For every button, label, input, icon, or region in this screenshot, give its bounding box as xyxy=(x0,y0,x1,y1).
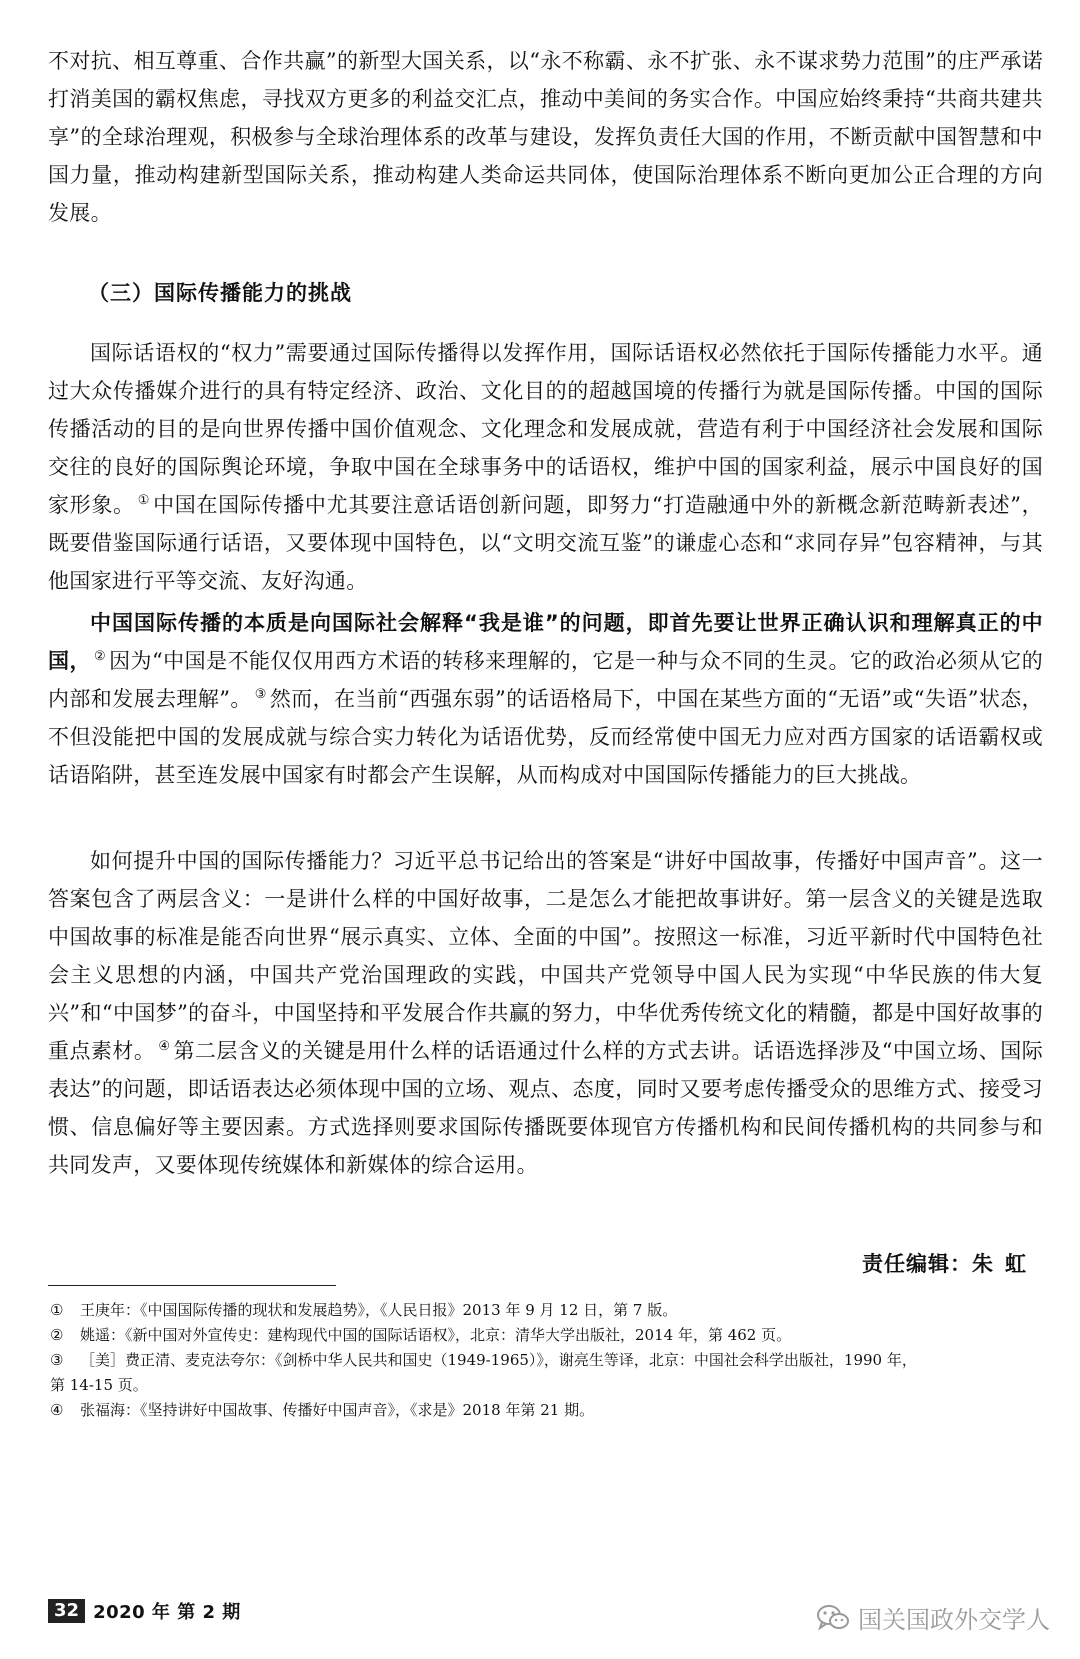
paragraph-2-text-b: 中国在国际传播中尤其要注意话语创新问题，即努力“打造融通中外的新概念新范畴新表述”，既要借鉴国际通行话语，又要体现中国特色，以“文明交流互鉴”的谦虚心态和“求同存异”包容精神，与其他国家进行平等交流、友好沟通。 xyxy=(48,493,1043,593)
footnote-4-mark: ④ xyxy=(50,1401,64,1419)
page-number: 32 xyxy=(48,1599,85,1623)
paragraph-3-bold-text: 中国国际传播的本质是向国际社会解释“我是谁”的问题，即首先要让世界正确认识和理解真正的中国， xyxy=(48,611,1043,673)
paragraph-4 xyxy=(48,842,1043,1184)
footnote-2-text: 姚遥：《新中国对外宣传史：建构现代中国的国际话语权》，北京：清华大学出版社，2014 年，第 462 页。 xyxy=(80,1326,792,1344)
footnote-3-text: ［美］费正清、麦克法夸尔：《剑桥中华人民共和国史（1949-1965）》，谢亮生等译，北京：中国社会科学出版社，1990 年， xyxy=(80,1351,917,1369)
paragraph-3 xyxy=(48,604,1043,794)
footnote-3-mark: ③ xyxy=(50,1351,64,1369)
watermark xyxy=(816,1600,1050,1635)
footnote-2-mark: ② xyxy=(50,1326,64,1344)
responsible-editor xyxy=(862,1248,1038,1278)
paragraph-4-text-a: 如何提升中国的国际传播能力？习近平总书记给出的答案是“讲好中国故事，传播好中国声音”。这一答案包含了两层含义：一是讲什么样的中国好故事，二是怎么才能把故事讲好。第一层含义的关键是选取中国故事的标准是能否向世界“展示真实、立体、全面的中国”。按照这一标准，习近平新时代中国特色社会主义思想的内涵，中国共产党治国理政的实践，中国共产党领导中国人民为实现“中华民族的伟大复兴”和“中国梦”的奋斗，中国坚持和平发展合作共赢的努力，中华优秀传统文化的精髓，都是中国好故事的重点素材。 xyxy=(48,849,1043,1063)
paragraph-1 xyxy=(48,42,1043,232)
paragraph-2-text-a: 国际话语权的“权力”需要通过国际传播得以发挥作用，国际话语权必然依托于国际传播能力水平。通过大众传播媒介进行的具有特定经济、政治、文化目的的超越国境的传播行为就是国际传播。中国的国际传播活动的目的是向世界传播中国价值观念、文化理念和发展成就，营造有利于中国经济社会发展和国际交往的良好的国际舆论环境，争取中国在全球事务中的话语权，维护中国的国家利益，展示中国良好的国家形象。 xyxy=(48,341,1043,517)
footnote-divider xyxy=(48,1285,336,1286)
paragraph-2 xyxy=(48,334,1043,600)
issue-label: 2020 年 第 2 期 xyxy=(93,1602,241,1623)
footnote-list xyxy=(50,1298,1040,1423)
editor-name: 朱虹 xyxy=(972,1252,1038,1276)
footnote-2 xyxy=(50,1323,1040,1348)
paragraph-1-text: 不对抗、相互尊重、合作共赢”的新型大国关系，以“永不称霸、永不扩张、永不谋求势力范围”的庄严承诺打消美国的霸权焦虑，寻找双方更多的利益交汇点，推动中美间的务实合作。中国应始终秉持“共商共建共享”的全球治理观，积极参与全球治理体系的改革与建设，发挥负责任大国的作用，不断贡献中国智慧和中国力量，推动构建新型国际关系，推动构建人类命运共同体，使国际治理体系不断向更加公正合理的方向发展。 xyxy=(48,49,1043,225)
footnote-3 xyxy=(50,1348,1040,1398)
footnote-1-mark: ① xyxy=(50,1301,64,1319)
footnote-4-text: 张福海：《坚持讲好中国故事、传播好中国声音》，《求是》2018 年第 21 期。 xyxy=(80,1401,595,1419)
paragraph-3-text-c: 然而，在当前“西强东弱”的话语格局下，中国在某些方面的“无语”或“失语”状态，不但没能把中国的发展成就与综合实力转化为话语优势，反而经常使中国无力应对西方国家的话语霸权或话语陷阱，甚至连发展中国家有时都会产生误解，从而构成对中国国际传播能力的巨大挑战。 xyxy=(48,687,1043,787)
footnote-ref-3[interactable]: ③ xyxy=(254,687,267,702)
editor-label: 责任编辑： xyxy=(862,1252,972,1276)
footnote-4 xyxy=(50,1398,1040,1423)
footnote-1 xyxy=(50,1298,1040,1323)
paragraph-4-text-b: 第二层含义的关键是用什么样的话语通过什么样的方式去讲。话语选择涉及“中国立场、国际表达”的问题，即话语表达必须体现中国的立场、观点、态度，同时又要考虑传播受众的思维方式、接受习惯、信息偏好等主要因素。方式选择则要求国际传播既要体现官方传播机构和民间传播机构的共同参与和共同发声，又要体现传统媒体和新媒体的综合运用。 xyxy=(48,1039,1043,1177)
footnote-1-text: 王庚年：《中国国际传播的现状和发展趋势》，《人民日报》2013 年 9 月 12 日，第 7 版。 xyxy=(80,1301,678,1319)
section-heading: （三）国际传播能力的挑战 xyxy=(88,281,352,305)
wechat-icon xyxy=(816,1604,850,1632)
footnote-ref-2[interactable]: ② xyxy=(93,649,107,664)
footnote-3-continuation: 第 14-15 页。 xyxy=(50,1376,148,1394)
watermark-text: 国关国政外交学人 xyxy=(858,1606,1050,1634)
paragraph-3-text-b: 因为“中国是不能仅仅用西方术语的转移来理解的，它是一种与众不同的生灵。它的政治必须从它的内部和发展去理解”。 xyxy=(48,649,1043,711)
footnote-ref-4[interactable]: ④ xyxy=(158,1039,171,1054)
footnote-ref-1[interactable]: ① xyxy=(137,493,151,508)
page-footer xyxy=(48,1598,241,1624)
